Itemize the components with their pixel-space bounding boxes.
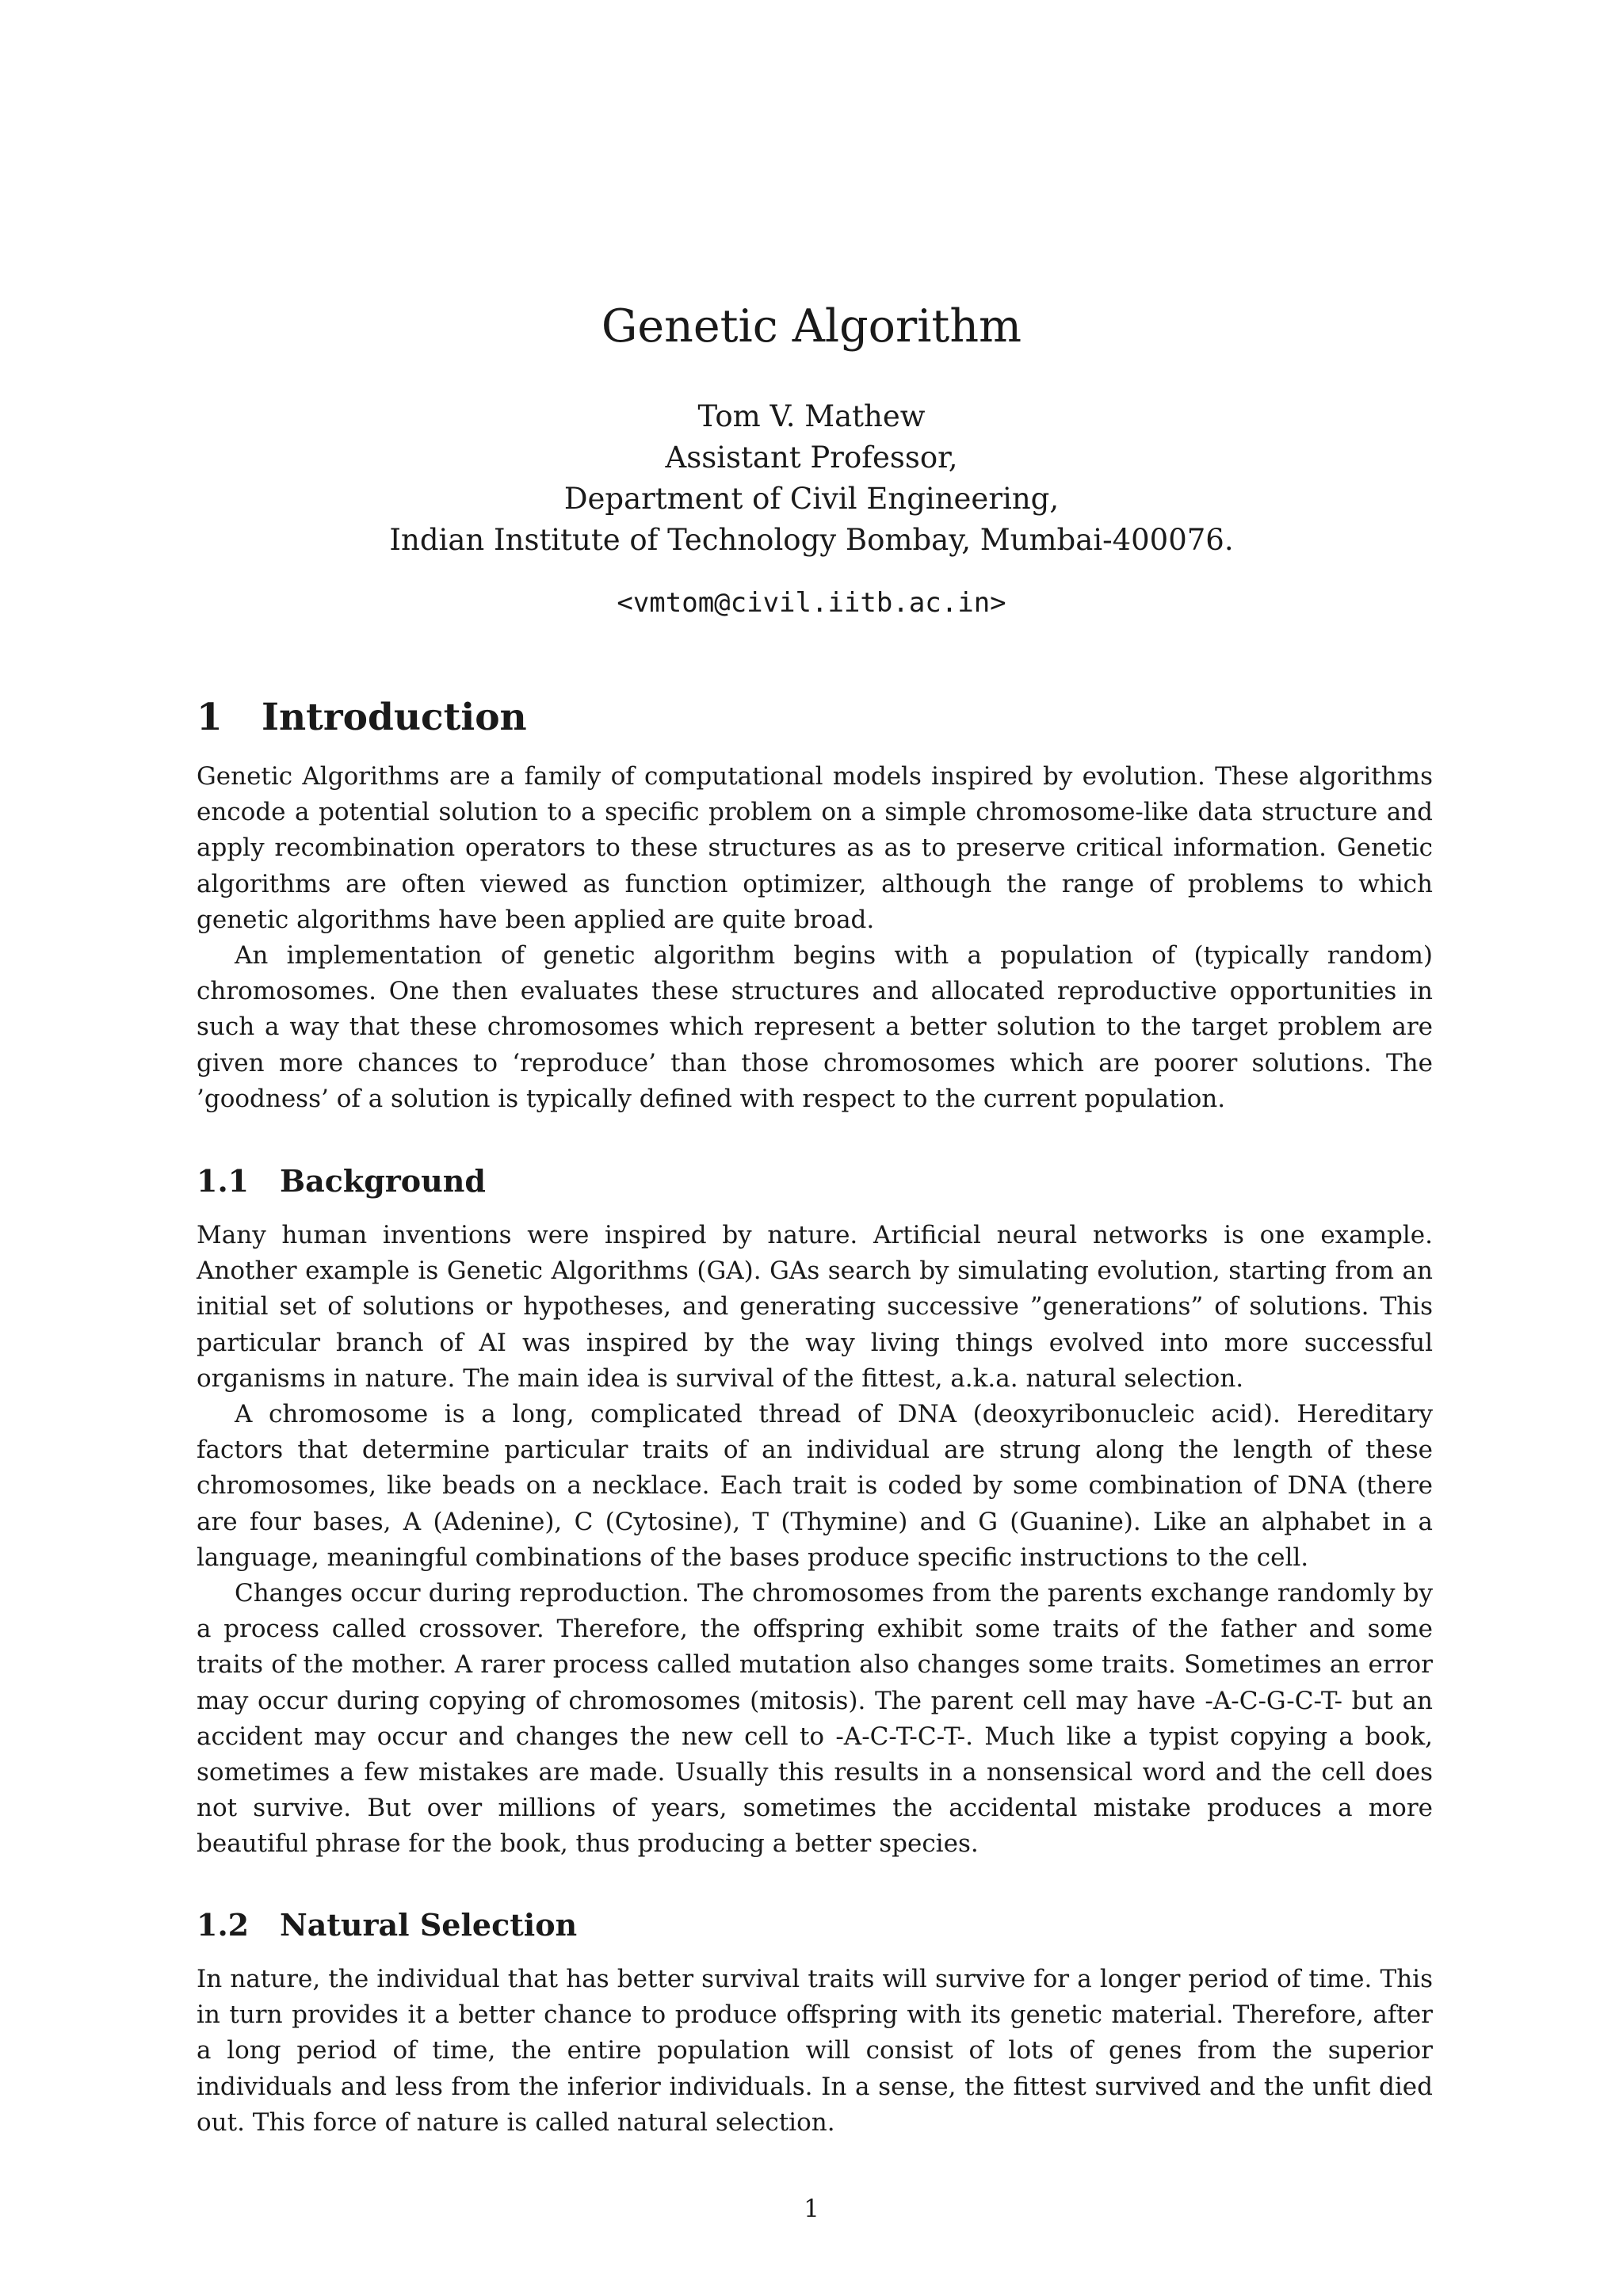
subsection-background — [197, 1163, 1433, 1199]
section-title: Introduction — [262, 696, 527, 739]
subsection-number: 1.2 — [197, 1907, 250, 1943]
paragraph: Many human inventions were inspired by nature. Artificial neural networks is one example. Another example is Genetic Algorithms (GA). GAs search by simulating evolution, starting from an initial set of solutions or hypotheses, and generating successive ”generations” of solutions. This particular branch of AI was inspired by the way living things evolved into more successful organisms in nature. The main idea is survival of the fittest, a.k.a. natural selection. — [197, 1221, 1433, 1393]
paragraph: A chromosome is a long, complicated thread of DNA (deoxyribonucleic acid). Hereditary factors that determine particular traits of an individual are strung along the length of these chromosomes, like beads on a necklace. Each trait is coded by some combination of DNA (there are four bases, A (Adenine), C (Cytosine), T (Thymine) and G (Guanine). Like an alphabet in a language, meaningful combinations of the bases produce specific instructions to the cell. — [197, 1400, 1433, 1572]
section-introduction — [197, 696, 1433, 740]
author-position: Assistant Professor, — [665, 441, 958, 475]
section-introduction-body — [197, 759, 1433, 1117]
subsection-title: Natural Selection — [280, 1907, 578, 1943]
paragraph: Changes occur during reproduction. The chromosomes from the parents exchange randomly by a process called crossover. Therefore, the offspring exhibit some traits of the father and some traits of the mother. A rarer process called mutation also changes some traits. Sometimes an error may occur during copying of chromosomes (mitosis). The parent cell may have -A-C-G-C-T- but an accident may occur and changes the new cell to -A-C-T-C-T-. Much like a typist copying a book, sometimes a few mistakes are made. Usually this results in a nonsensical word and the cell does not survive. But over millions of years, sometimes the accidental mistake produces a more beautiful phrase for the book, thus producing a better species. — [197, 1579, 1433, 1859]
author-department: Department of Civil Engineering, — [563, 482, 1060, 516]
page-number: 1 — [804, 2195, 819, 2223]
section-number: 1 — [197, 696, 223, 739]
author-block — [0, 396, 1623, 561]
paragraph: In nature, the individual that has better survival traits will survive for a longer period of time. This in turn provides it a better chance to produce offspring with its genetic material. Therefore, after a long period of time, the entire population will consist of lots of genes from the superior individuals and less from the inferior individuals. In a sense, the fittest survived and the unfit died out. This force of nature is called natural selection. — [197, 1965, 1433, 2137]
subsection-natural-selection-body — [197, 1962, 1433, 2141]
subsection-heading — [197, 1163, 1433, 1199]
author-name: Tom V. Mathew — [697, 399, 926, 433]
section-heading — [197, 696, 1433, 740]
subsection-number: 1.1 — [197, 1163, 250, 1199]
paragraph: Genetic Algorithms are a family of computational models inspired by evolution. These algorithms encode a potential solution to a specific problem on a simple chromosome-like data structure and apply recombination operators to these structures as as to preserve critical information. Genetic algorithms are often viewed as function optimizer, although the range of problems to which genetic algorithms have been applied are quite broad. — [197, 762, 1433, 934]
author-institute: Indian Institute of Technology Bombay, Mumbai-400076. — [389, 523, 1234, 557]
document-title: Genetic Algorithm — [601, 300, 1022, 353]
subsection-heading — [197, 1907, 1433, 1943]
subsection-title: Background — [280, 1163, 486, 1199]
subsection-background-body — [197, 1218, 1433, 1863]
subsection-natural-selection — [197, 1907, 1433, 1943]
author-email: <vmtom@civil.iitb.ac.in> — [617, 587, 1006, 619]
paragraph: An implementation of genetic algorithm begins with a population of (typically random) chromosomes. One then evaluates these structures and allocated reproductive opportunities in such a way that these chromosomes which represent a better solution to the target problem are given more chances to ‘reproduce’ than those chromosomes which are poorer solutions. The ’goodness’ of a solution is typically defined with respect to the current population. — [197, 941, 1433, 1113]
